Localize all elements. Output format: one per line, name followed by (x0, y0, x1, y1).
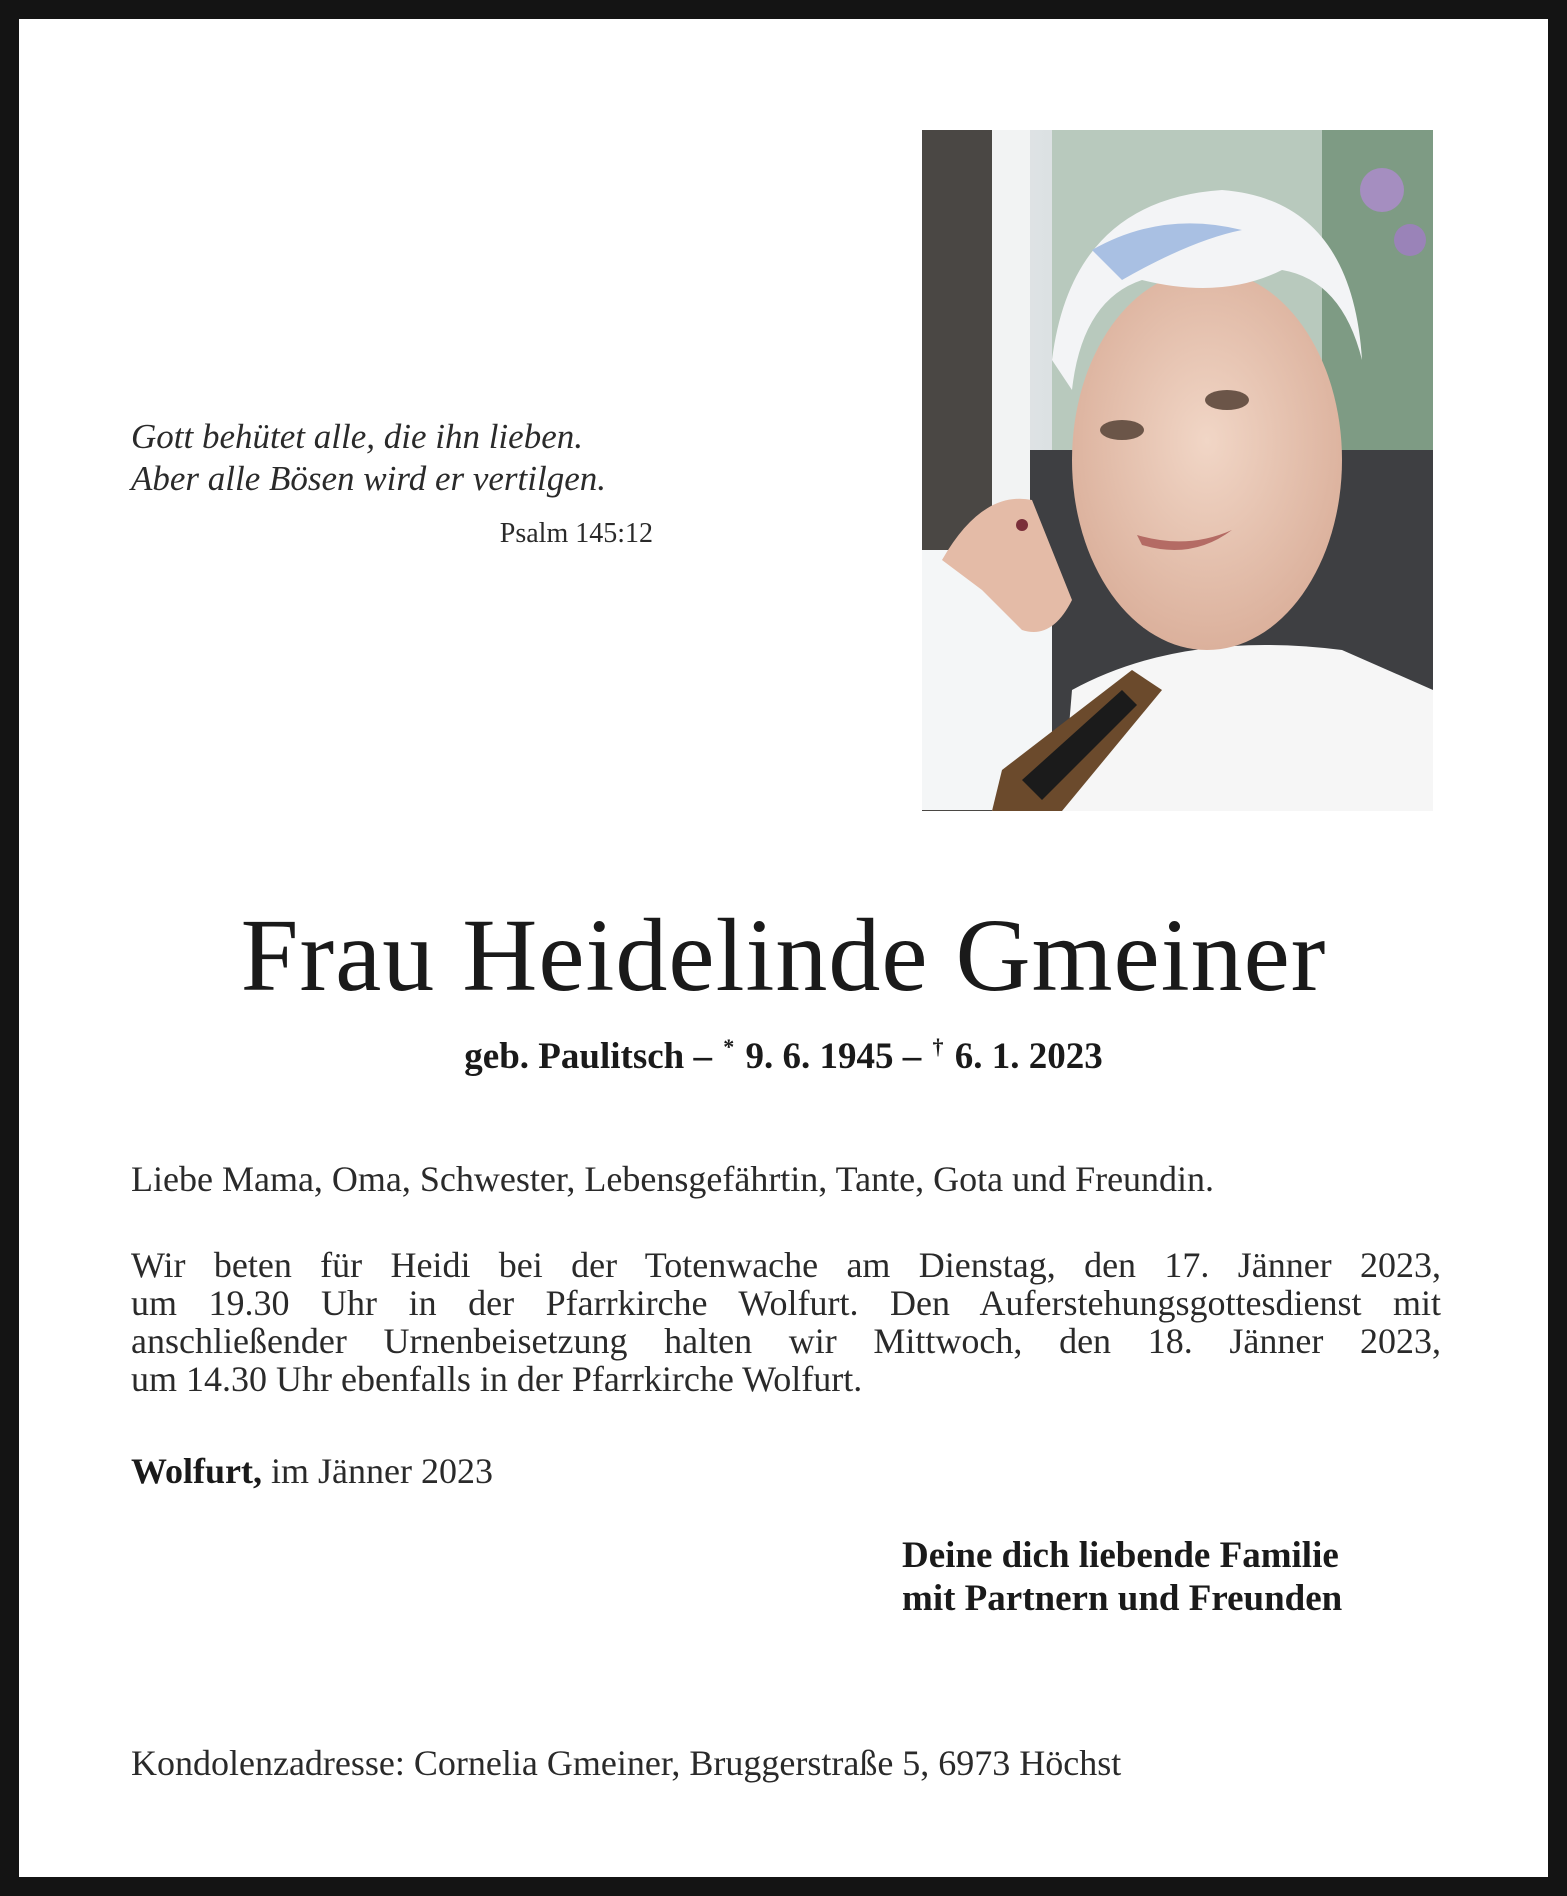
signoff-line-2: mit Partnern und Freunden (902, 1578, 1343, 1619)
service-line-3: anschließender Urnenbeisetzung halten wir Mittwoch, den 18. Jänner 2023, (131, 1321, 1441, 1361)
bible-verse (131, 416, 661, 500)
verse-reference: Psalm 145:12 (499, 518, 653, 549)
service-line-1: Wir beten für Heidi bei der Totenwache am Dienstag, den 17. Jänner 2023, (131, 1245, 1441, 1285)
maiden-name: geb. Paulitsch – (464, 1036, 712, 1077)
portrait-photo-icon (922, 130, 1433, 811)
place-name: Wolfurt, (131, 1451, 262, 1491)
birth-mark: * (723, 1034, 735, 1059)
family-signoff (902, 1534, 1442, 1620)
greeting-text: Liebe Mama, Oma, Schwester, Lebensgefährtin, Tante, Gota und Freundin. (131, 1159, 1215, 1199)
verse-line-2: Aber alle Bösen wird er vertilgen. (131, 459, 606, 498)
service-line-2: um 19.30 Uhr in der Pfarrkirche Wolfurt. Den Auferstehungsgottesdienst mit (131, 1283, 1441, 1323)
place-date (131, 1452, 1441, 1490)
date-text: im Jänner 2023 (262, 1451, 493, 1491)
deceased-name: Frau Heidelinde Gmeiner (240, 898, 1327, 1013)
portrait-photo (922, 130, 1433, 811)
death-date: 6. 1. 2023 (954, 1036, 1103, 1077)
service-line-4: um 14.30 Uhr ebenfalls in der Pfarrkirche Wolfurt. (131, 1359, 863, 1399)
birth-date: 9. 6. 1945 – (745, 1036, 922, 1077)
condolence-address: Kondolenzadresse: Cornelia Gmeiner, Bruggerstraße 5, 6973 Höchst (131, 1743, 1122, 1783)
signoff-line-1: Deine dich liebende Familie (902, 1535, 1339, 1576)
verse-line-1: Gott behütet alle, die ihn lieben. (131, 417, 583, 456)
life-dates (0, 1034, 1567, 1078)
service-details (131, 1246, 1441, 1398)
death-mark: † (932, 1034, 944, 1059)
